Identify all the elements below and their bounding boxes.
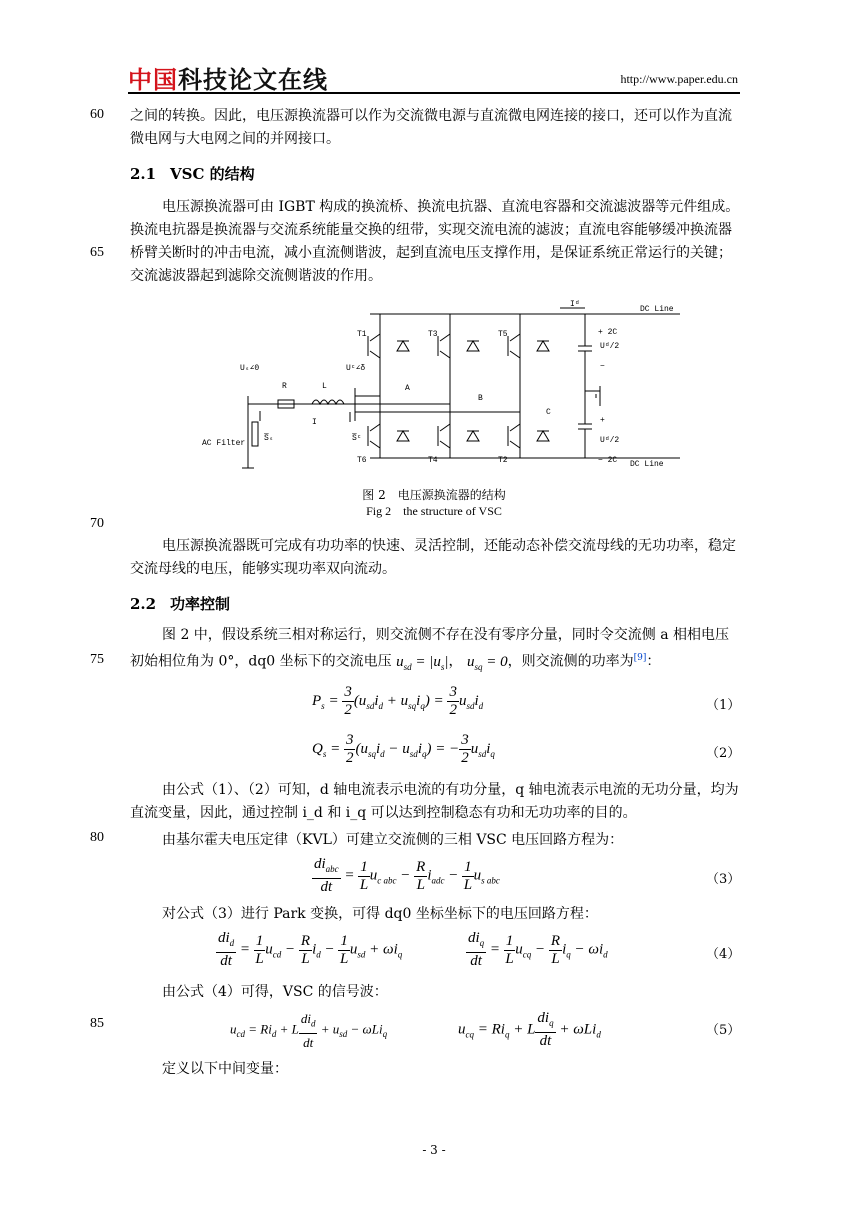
t4-label: T4 [428,456,438,465]
citation-link[interactable]: [9] [633,653,647,663]
page-number: - 3 - [422,1143,446,1157]
node-b-label: B [478,394,483,403]
paragraph: 定义以下中间变量： [162,1061,288,1077]
t5-label: T5 [498,330,508,339]
equation-number: （1） [706,698,741,713]
paragraph: 由公式（1）、（2）可知，d 轴电流表示电流的有功分量，q 轴电流表示电流的无功分量，均为直流变量，因此，通过控制 i_d 和 i_q 可以达到控制稳态有功和无功功率的目的。 [130,782,739,821]
t6-label: T6 [357,456,367,465]
ss-label: S̅ₛ [264,434,274,443]
equation-4b: $\frac{di_q}{dt}$ = $\frac{1}{L}$ $u_{cq}$ − $\frac{R}{L}$ $i_q - \omega i_d$ [468,930,608,969]
paragraph: 由公式（4）可得，VSC 的信号波： [162,984,388,1000]
equation-number: （5） [706,1023,741,1038]
minus-label: − [600,362,605,371]
line-number: 70 [90,516,104,531]
id-label: Iᵈ [570,300,580,309]
line-number: 85 [90,1016,104,1031]
journal-logo: 中国科技论文在线 [128,66,328,94]
dc-line-top-label: DC Line [640,305,674,314]
l-label: L [322,382,327,391]
header-rule [128,92,740,94]
section-heading: 2.1 VSC 的结构 [130,165,255,183]
plus-label: + [600,416,605,425]
t3-label: T3 [428,330,438,339]
line-number: 65 [90,245,104,260]
figure-caption-en: Fig 2 the structure of VSC [366,504,502,518]
t1-label: T1 [357,330,367,339]
sc-label: S̅ᶜ [352,434,362,443]
equation-1: $P_s$ = $\frac{3}{2}$ $(u_{sd}i_d + u_{sq}i_q)$ = $\frac{3}{2}$ $u_{sd}i_d$ [312,684,484,718]
figure-caption-cn: 图 2 电压源换流器的结构 [362,488,506,502]
equation-5a: $u_{cd} = Ri_d + L$ $\frac{di_d}{dt}$ + $u_{sd} - \omega Li_q$ [230,1011,388,1050]
header-url: http://www.paper.edu.cn [620,72,738,86]
node-c-label: C [546,408,551,417]
paragraph: 电压源换流器可由 IGBT 构成的换流桥、换流电抗器、直流电容器和交流滤波器等元件组成。换流电抗器是换流器与交流系统能量交换的纽带，实现交流电流的滤波；直流电容能够缓冲换流器桥臂关断时的冲击电流，减小直流侧谐波，起到直流电压支撑作用，是保证系统正常运行的关键；交流滤波器起到滤除交流侧谐波的作用。 [130,199,740,284]
plus-2c-label: + 2C [598,328,618,337]
line-number: 60 [90,107,104,122]
equation-number: （4） [706,947,741,962]
vsc-circuit-diagram [200,296,700,476]
paragraph: 图 2 中，假设系统三相对称运行，则交流侧不存在没有零序分量，同时令交流侧 a 相相电压初始相位角为 0°，dq0 坐标下的交流电压 $u_{sd} = |u_s|$， $u_{sq} = 0$，则交流侧的功率为[9]： [130,627,730,672]
i-label: I [312,418,317,427]
equation-2: $Q_s$ = $\frac{3}{2}$ $(u_{sq}i_d - u_{sd}i_q)$ = − $\frac{3}{2}$ $u_{sd}i_q$ [312,732,495,766]
equation-number: （2） [706,746,741,761]
minus-2c-label: − 2C [598,456,618,465]
t2-label: T2 [498,456,508,465]
ud2-bot-label: Uᵈ/2 [600,436,620,445]
us-label: Uₛ∠0 [240,364,260,373]
node-a-label: A [405,384,410,393]
paragraph: 对公式（3）进行 Park 变换，可得 dq0 坐标坐标下的电压回路方程： [162,906,598,922]
ac-filter-label: AC Filter [202,439,246,448]
equation-3: $\frac{di_{abc}}{dt}$ = $\frac{1}{L}$ $u_{c abc}$ − $\frac{R}{L}$ $i_{adc}$ − $\frac{1}{L}$ $u_{s abc}$ [314,856,500,895]
paragraph: 电压源换流器既可完成有功功率的快速、灵活控制，还能动态补偿交流母线的无功功率，稳定交流母线的电压，能够实现功率双向流动。 [130,538,736,577]
ud2-top-label: Uᵈ/2 [600,342,620,351]
section-heading: 2.2 功率控制 [130,595,231,613]
r-label: R [282,382,287,391]
line-number: 80 [90,830,104,845]
paragraph: 之间的转换。因此，电压源换流器可以作为交流微电源与直流微电网连接的接口，还可以作为直流微电网与大电网之间的并网接口。 [130,108,732,147]
line-number: 75 [90,652,104,667]
equation-number: （3） [706,872,741,887]
equation-4a: $\frac{di_d}{dt}$ = $\frac{1}{L}$ $u_{cd}$ − $\frac{R}{L}$ $i_d$ − $\frac{1}{L}$ $u_{sd} + \omega i_q$ [218,930,403,969]
uc-label: Uᶜ∠δ [346,364,366,373]
paragraph: 由基尔霍夫电压定律（KVL）可建立交流侧的三相 VSC 电压回路方程为： [162,832,624,848]
dc-line-bot-label: DC Line [630,460,664,469]
equation-5b: $u_{cq} = Ri_q + L$ $\frac{di_q}{dt}$ + ωLi$_d$ [458,1010,601,1049]
